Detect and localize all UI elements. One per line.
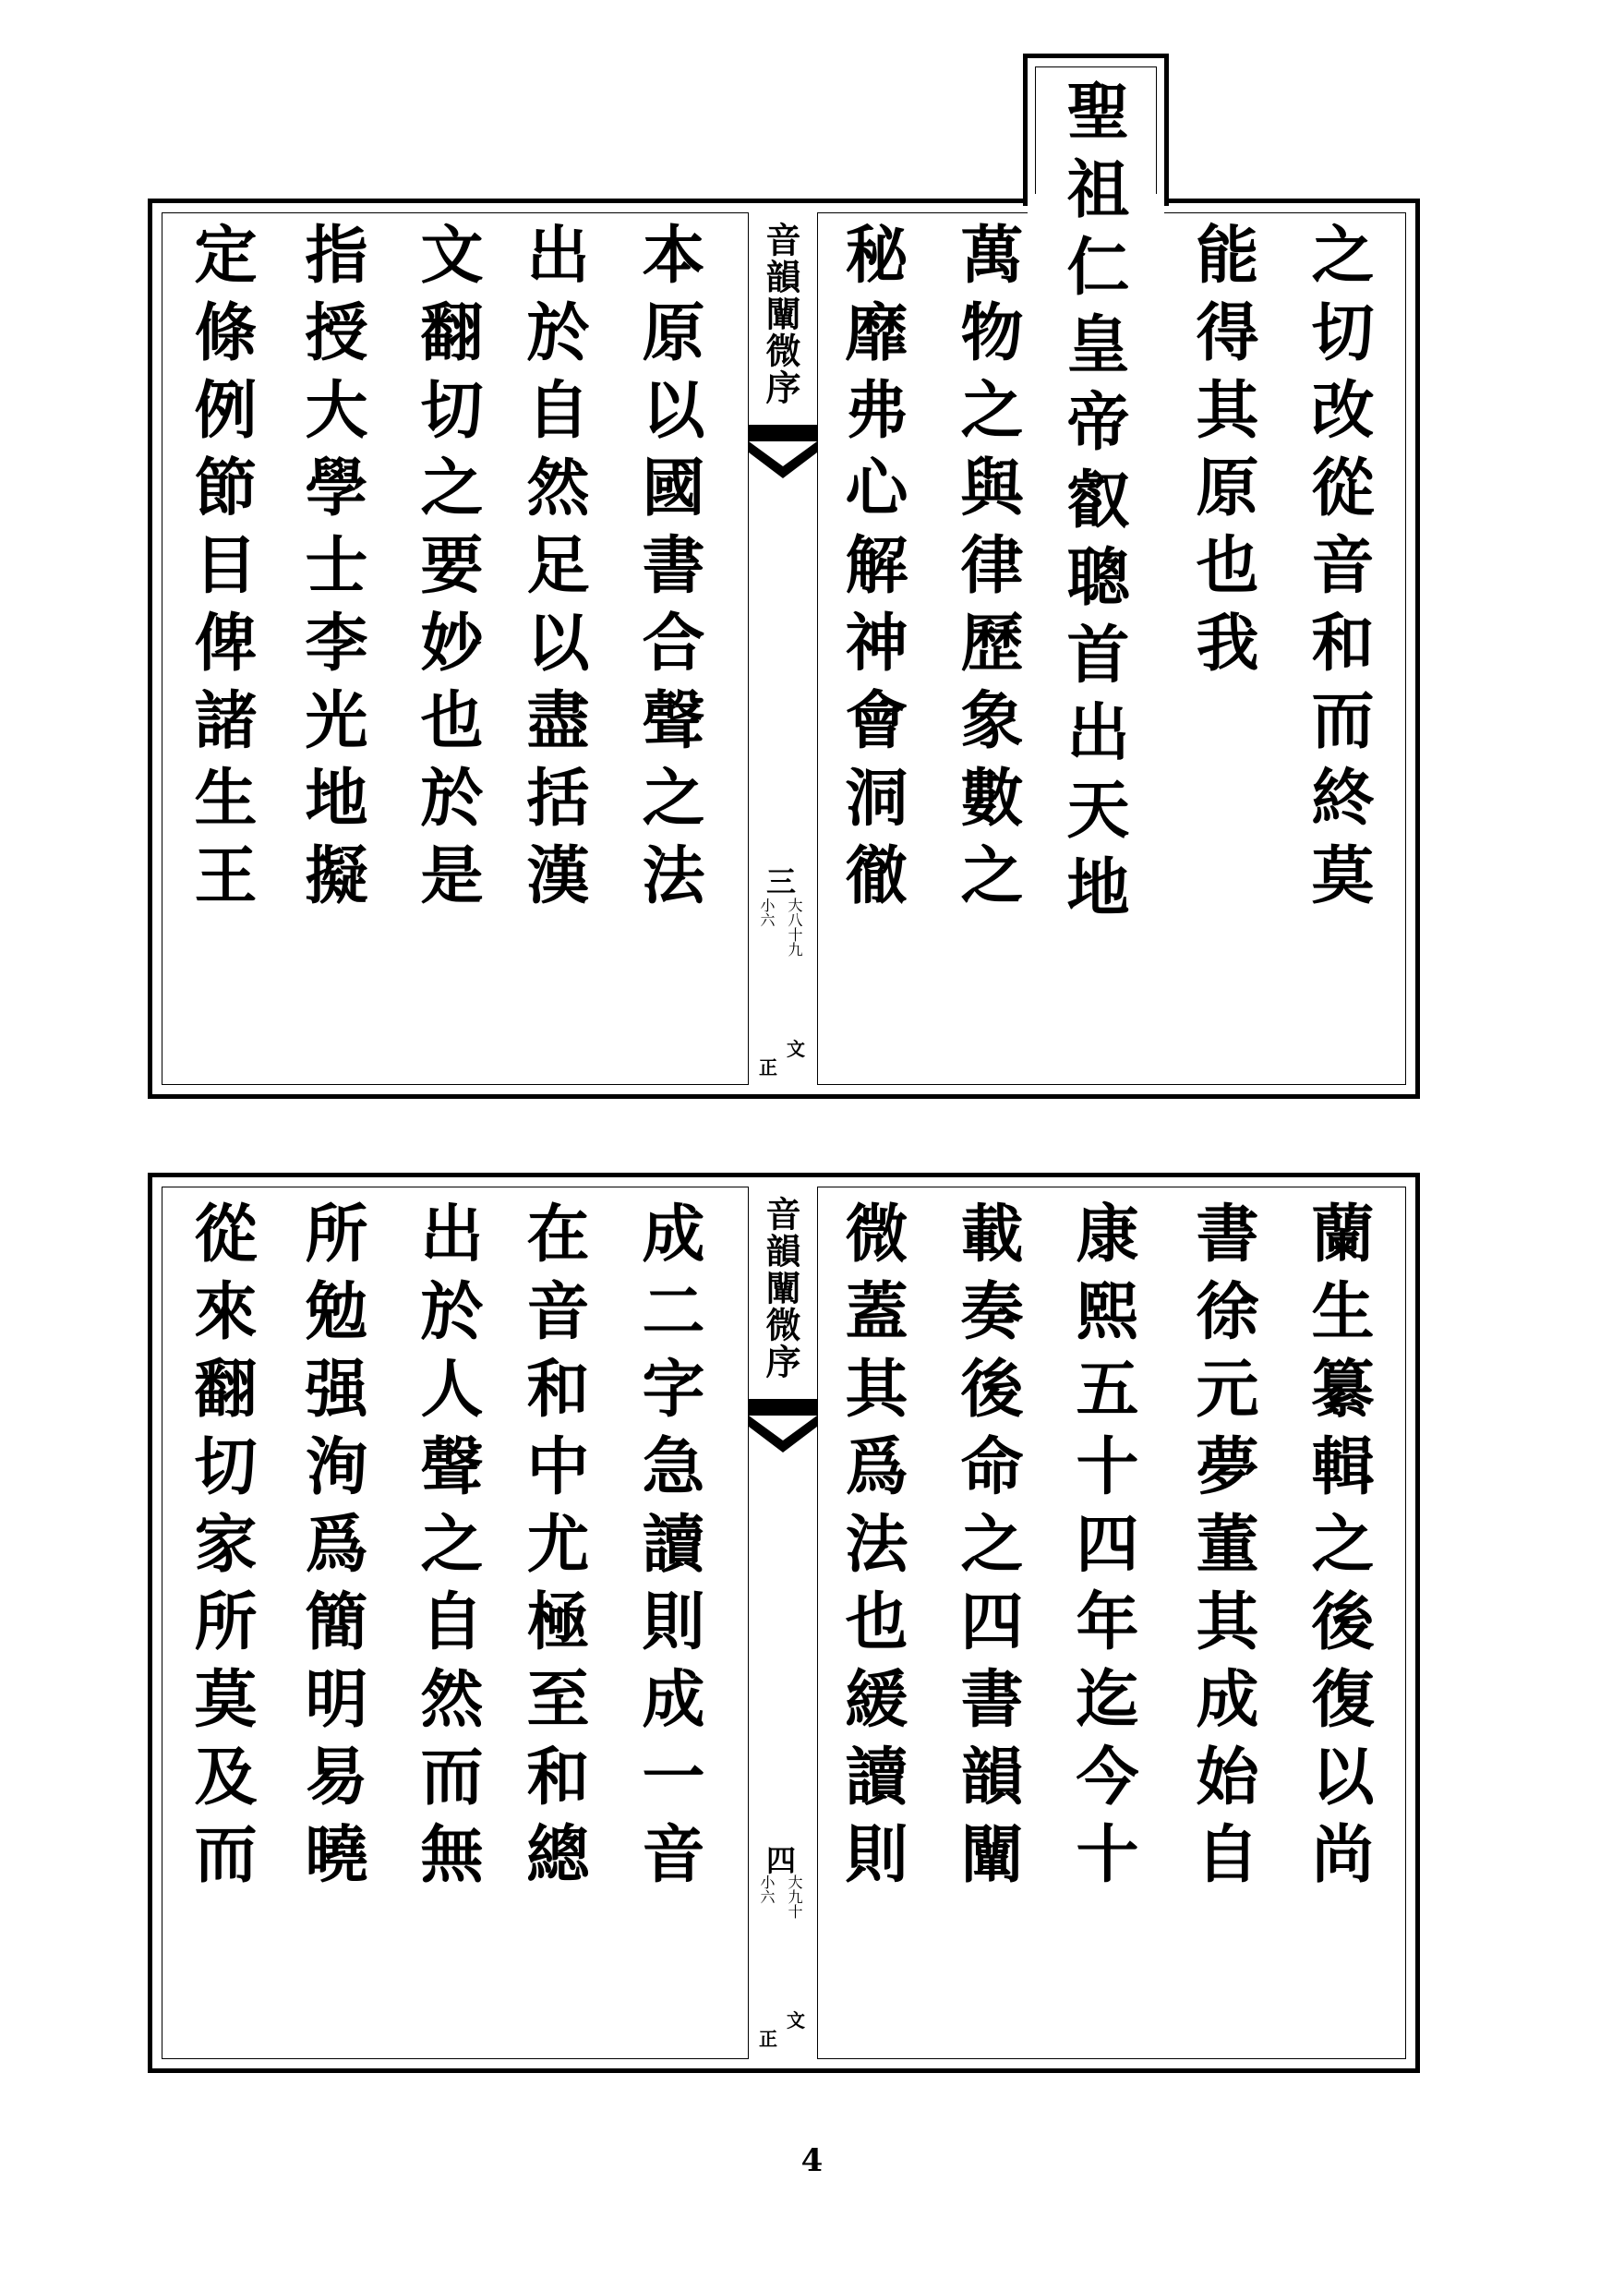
volume-code: 小六 [758, 1874, 776, 1904]
text-column: 成二字急讀則成一音 [632, 1200, 705, 1898]
volume-code: 大九十 [786, 1874, 803, 1919]
page-number: 三 [766, 864, 797, 899]
text-column: 能得其原也我 [1185, 222, 1259, 687]
text-column: 定條例節目俾諸生王 [184, 222, 258, 920]
footer-page-number: 4 [800, 2142, 824, 2179]
text-column: 出於人聲之自然而無 [410, 1200, 484, 1898]
text-column: 之切改從音和而終莫 [1301, 222, 1375, 920]
text-column: 指授大學士李光地擬 [295, 222, 368, 920]
text-column: 出於自然足以盡括漢 [516, 222, 590, 920]
text-column: 萬物之與律歷象數之 [950, 222, 1024, 920]
text-column: 所勉强洵爲簡明易曉 [295, 1200, 368, 1898]
page-number: 四 [766, 1843, 797, 1878]
text-column: 書徐元夢董其成始自 [1185, 1200, 1259, 1898]
text-column: 秘靡弗心解神會洞徹 [835, 222, 908, 920]
print-mark: 文 [787, 2009, 805, 2031]
print-mark: 正 [759, 1056, 777, 1079]
text-column: 載奏後命之四書韻闡 [950, 1200, 1024, 1898]
print-mark: 正 [759, 2028, 777, 2050]
text-column: 文翻切之要妙也於是 [410, 222, 484, 920]
text-column: 在音和中尤極至和總 [516, 1200, 590, 1898]
header-title: 音韻闡微序 [760, 1196, 801, 1380]
header-title: 音韻闡微序 [760, 222, 801, 406]
print-mark: 文 [787, 1038, 805, 1060]
volume-code: 小六 [758, 898, 776, 927]
text-column: 蘭生纂輯之後復以尚 [1301, 1200, 1375, 1898]
elevated-column: 聖祖仁皇帝叡聰首出天地 [1056, 78, 1130, 932]
volume-code: 大八十九 [786, 898, 803, 957]
text-column: 從來翻切家所莫及而 [184, 1200, 258, 1898]
text-column: 康熙五十四年迄今十 [1065, 1200, 1139, 1898]
fish-tail-ornament [749, 1399, 817, 1454]
text-column: 微蓋其爲法也緩讀則 [835, 1200, 908, 1898]
text-column: 本原以國書合聲之法 [632, 222, 705, 920]
